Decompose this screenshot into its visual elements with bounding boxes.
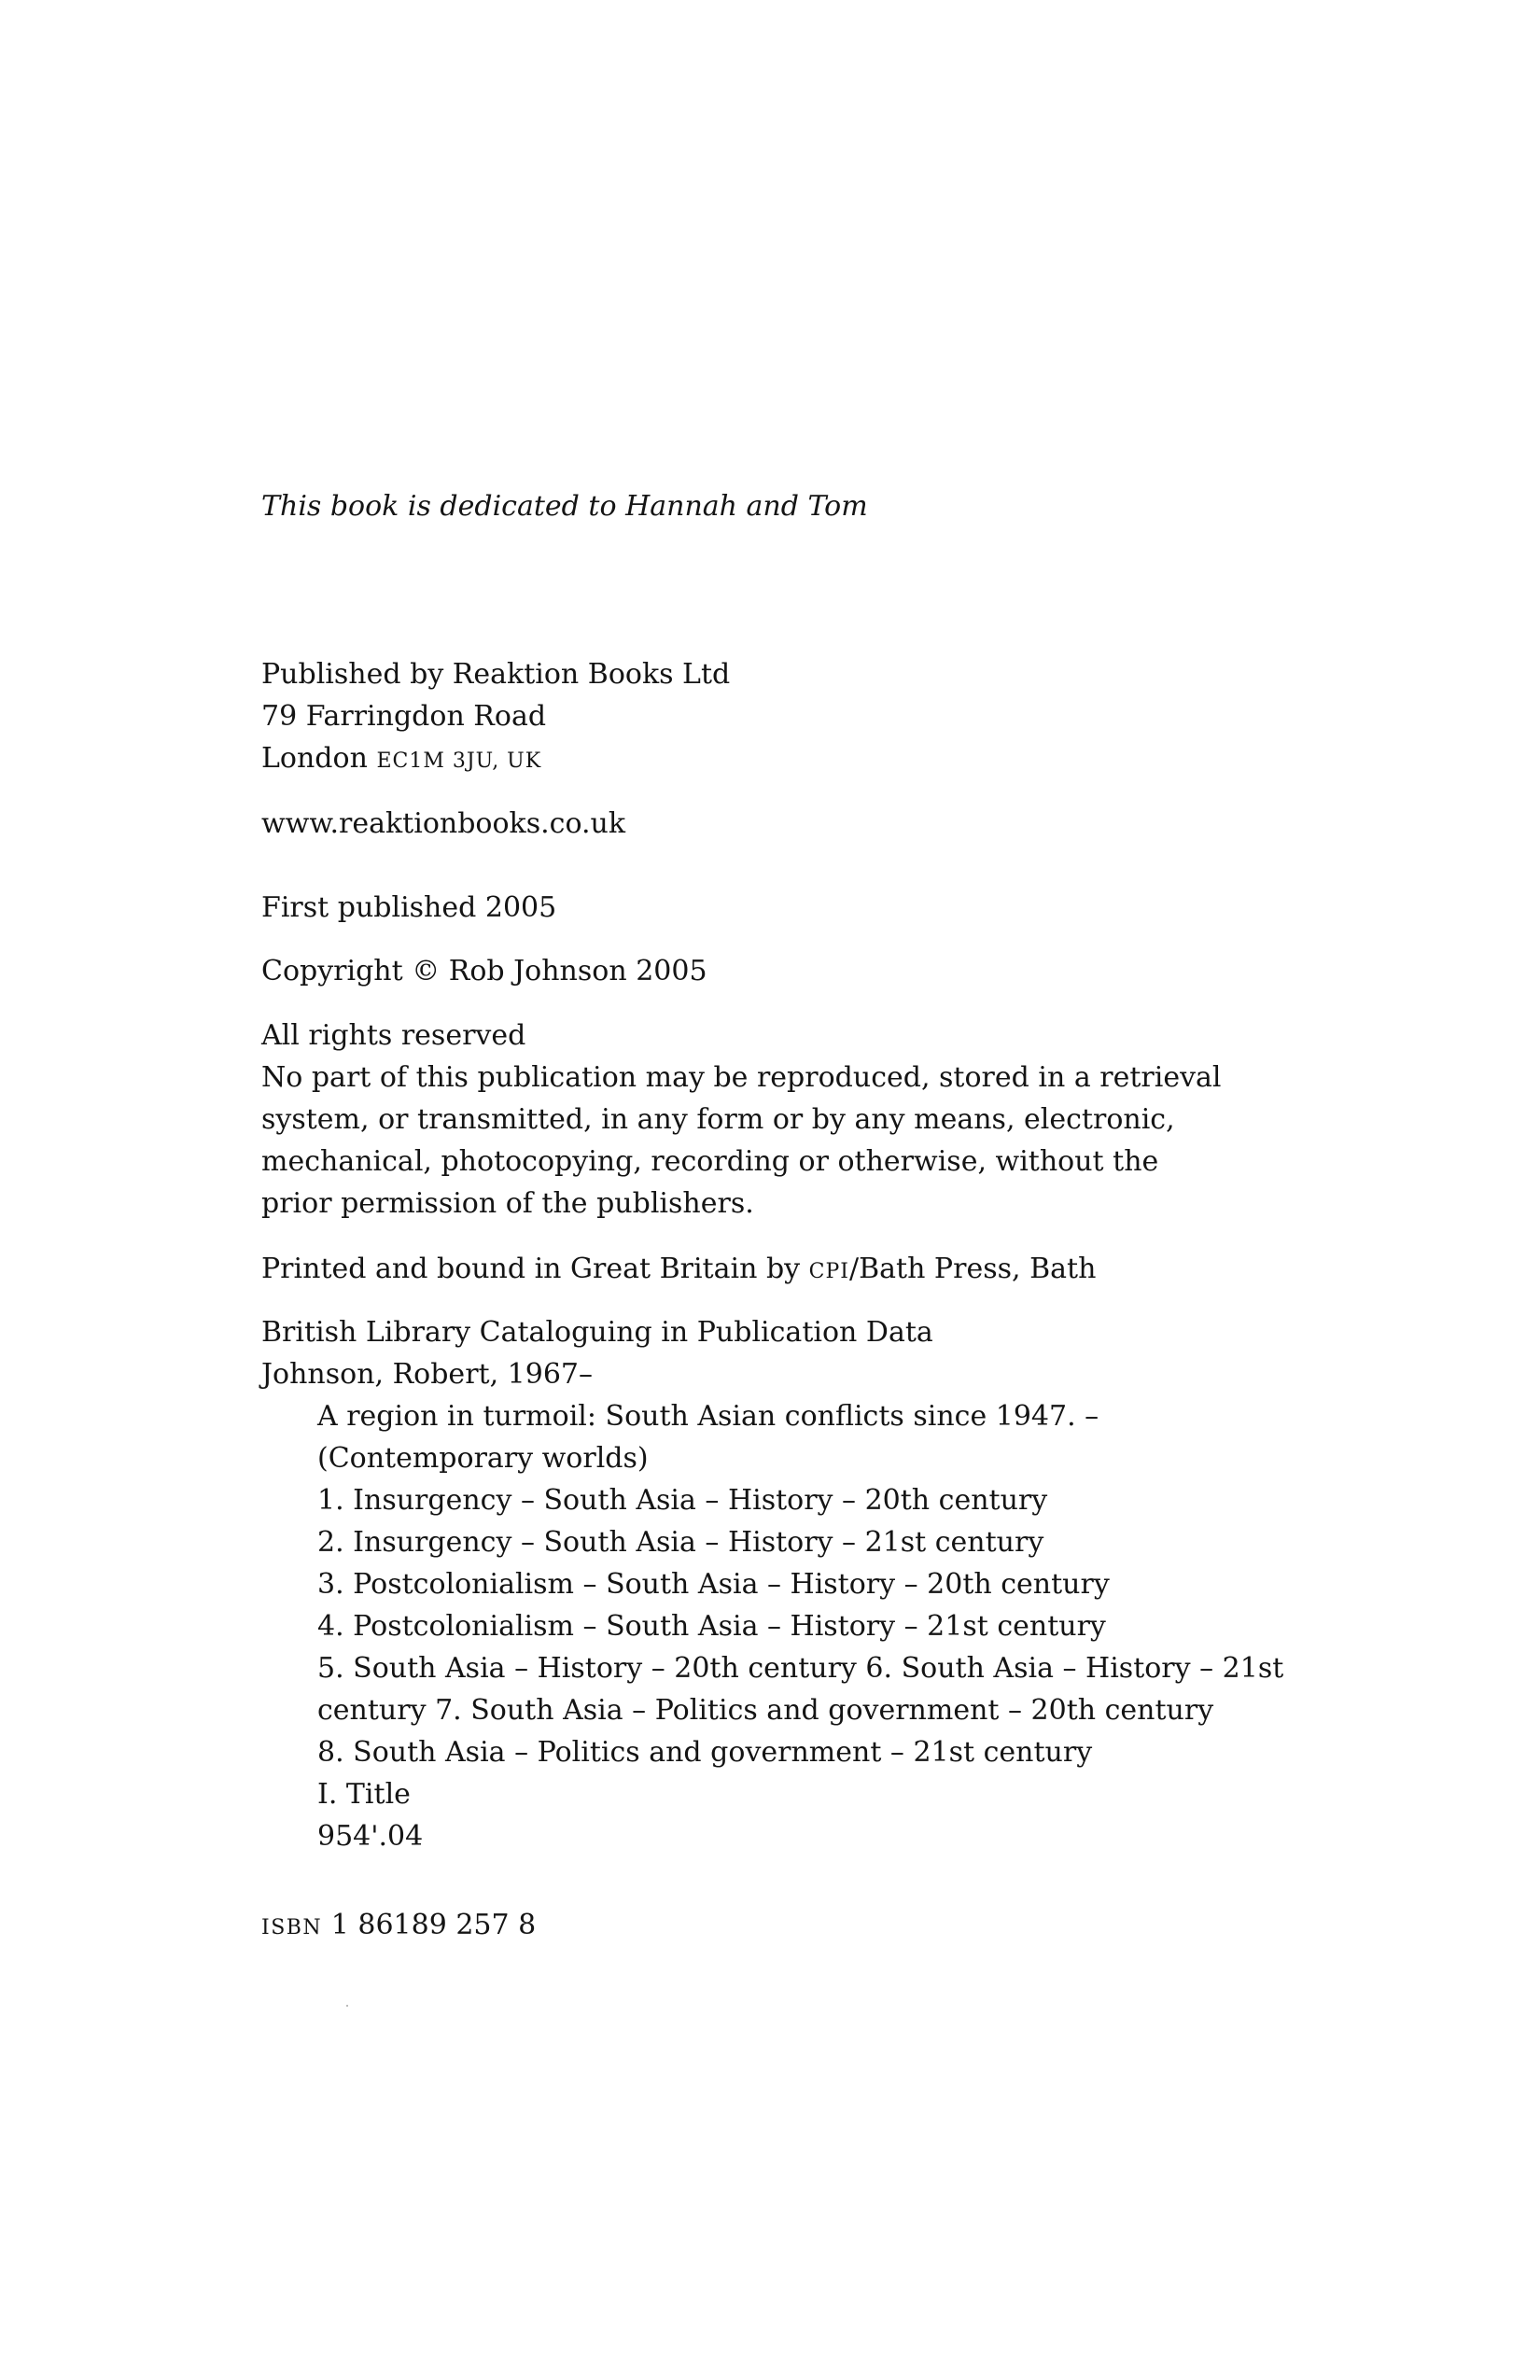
publisher-address: [261, 737, 1344, 782]
printed-prefix: Printed and bound in Great Britain by: [261, 1253, 801, 1285]
publisher-street: 79 Farringdon Road: [261, 700, 547, 733]
cataloguing-line: 4. Postcolonialism – South Asia – History – 21st century: [317, 1610, 1106, 1643]
rights-notice-line: prior permission of the publishers.: [261, 1187, 754, 1220]
cataloguing-entries: [317, 1395, 1400, 1857]
rights-notice: [261, 1057, 1222, 1225]
cataloguing-line: 3. Postcolonialism – South Asia – History – 20th century: [317, 1568, 1110, 1601]
publisher-city: London: [261, 742, 368, 775]
cataloguing-line: 5. South Asia – History – 20th century 6. South Asia – History – 21st: [317, 1652, 1284, 1685]
isbn: [261, 1904, 1344, 1949]
cataloguing-line: I. Title: [317, 1778, 411, 1811]
cataloguing-author: Johnson, Robert, 1967–: [261, 1358, 594, 1391]
cataloguing-line: A region in turmoil: South Asian conflicts since 1947. –: [317, 1400, 1099, 1433]
page-mark: [346, 2005, 348, 2007]
printed-by: [261, 1248, 1344, 1293]
cataloguing-line: 2. Insurgency – South Asia – History – 21st century: [317, 1526, 1044, 1559]
publisher-postcode: EC1M 3JU, UK: [376, 749, 542, 773]
isbn-number: 1 86189 257 8: [330, 1909, 537, 1941]
publisher-name: Published by Reaktion Books Ltd: [261, 658, 731, 691]
rights-title: All rights reserved: [261, 1019, 526, 1052]
cataloguing-title: British Library Cataloguing in Publication Data: [261, 1316, 933, 1349]
printer-abbr: CPI: [808, 1260, 849, 1283]
cataloguing-line: 1. Insurgency – South Asia – History – 20th century: [317, 1484, 1048, 1517]
copyright-line: Copyright © Rob Johnson 2005: [261, 955, 707, 987]
cataloguing-line: 8. South Asia – Politics and government – 21st century: [317, 1736, 1093, 1769]
rights-notice-line: mechanical, photocopying, recording or otherwise, without the: [261, 1145, 1159, 1178]
dedication: This book is dedicated to Hannah and Tom: [261, 490, 868, 523]
cataloguing-line: (Contemporary worlds): [317, 1442, 649, 1475]
isbn-label: ISBN: [261, 1916, 323, 1939]
cataloguing-line: 954'.04: [317, 1820, 424, 1853]
rights-notice-line: No part of this publication may be reproduced, stored in a retrieval: [261, 1061, 1222, 1094]
publisher-website: www.reaktionbooks.co.uk: [261, 807, 626, 840]
printed-suffix: /Bath Press, Bath: [848, 1253, 1097, 1285]
first-published: First published 2005: [261, 891, 557, 924]
cataloguing-line: century 7. South Asia – Politics and government – 20th century: [317, 1694, 1214, 1727]
rights-notice-line: system, or transmitted, in any form or by any means, electronic,: [261, 1103, 1175, 1136]
